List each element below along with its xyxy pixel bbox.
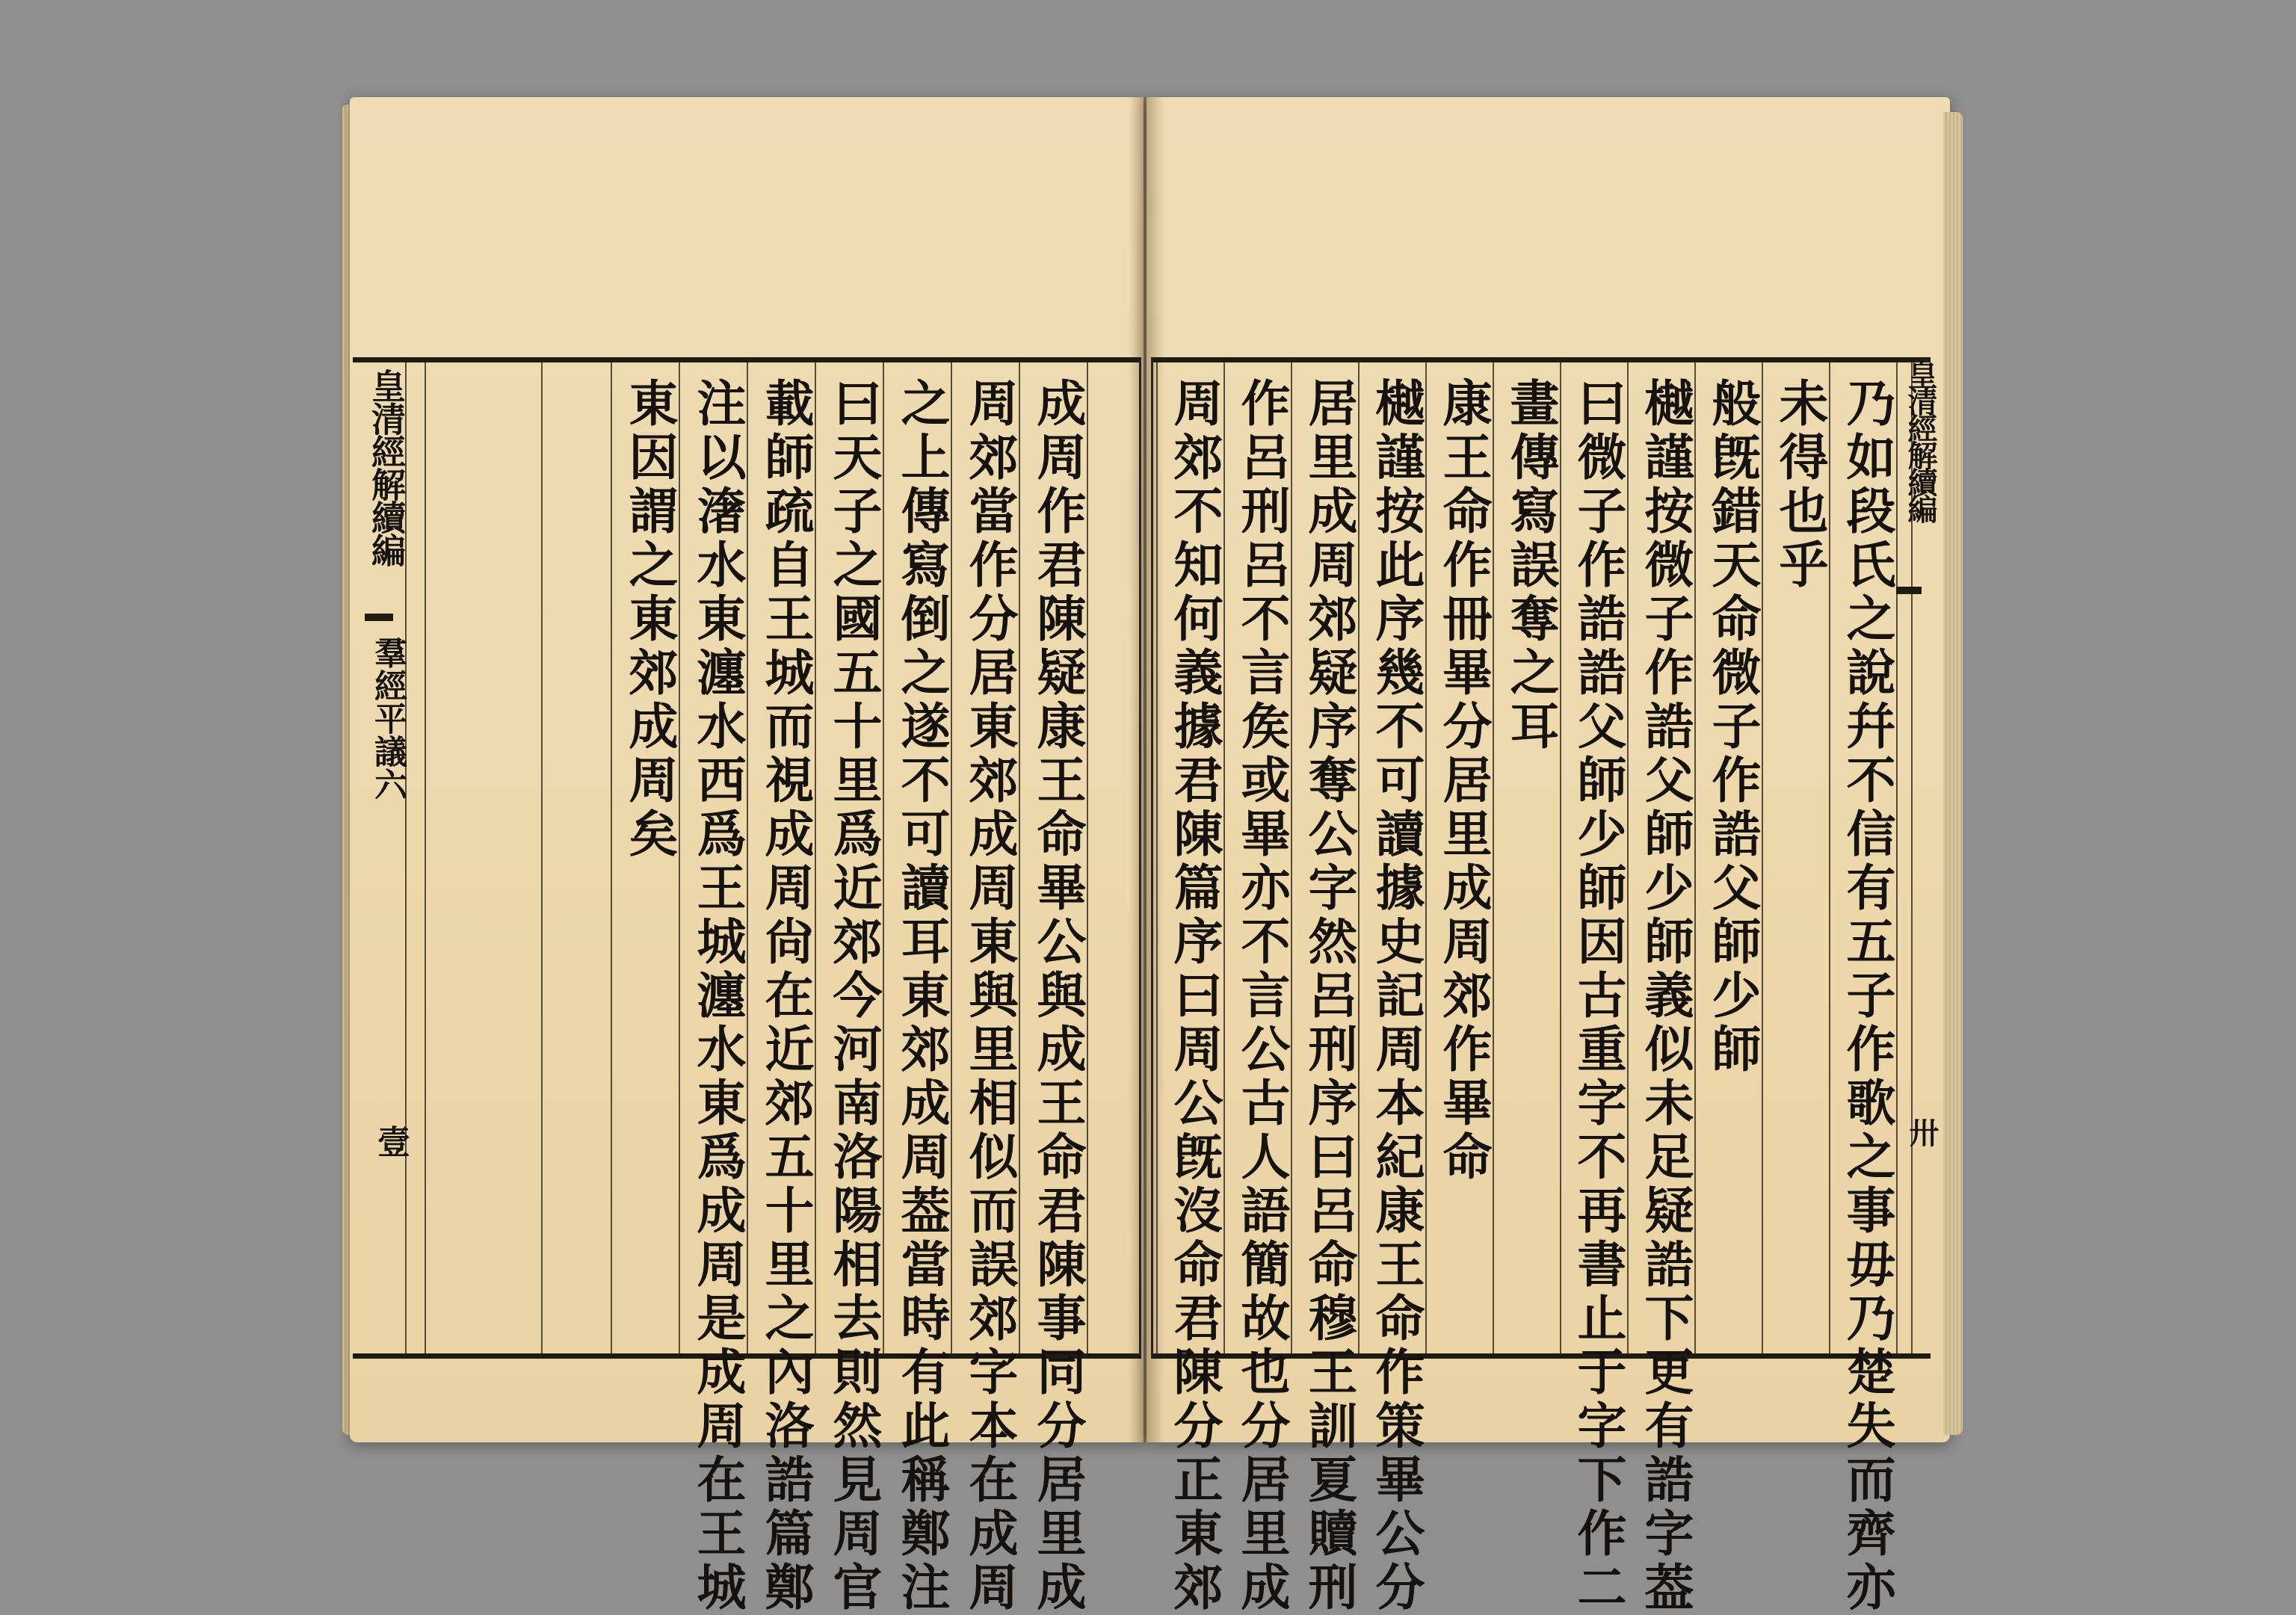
left-col-3: 之上傳寫倒之遂不可讀耳東郊成周葢當時有此稱鄭注 xyxy=(892,377,951,1615)
left-col-5: 載師疏自王城而視成周尙在近郊五十里之內洛誥篇鄭 xyxy=(756,377,815,1615)
right-col-5: 曰微子作誥誥父師少師因古重字不再書止于字下作二 xyxy=(1569,377,1627,1615)
right-page-edge xyxy=(1943,112,1963,1435)
right-text-frame xyxy=(1151,357,1939,1615)
right-margin-title: 皇清經解續編 xyxy=(1903,359,1938,521)
margin-title: 皇清經解續編 xyxy=(366,368,407,566)
left-col-7: 東因謂之東郊成周矣 xyxy=(620,377,679,862)
right-col-10: 作呂刑呂不言矦或畢亦不言公古人語簡故也分居里成 xyxy=(1232,377,1291,1615)
right-col-2: 未得也乎 xyxy=(1771,377,1829,593)
right-fish-tail-mark xyxy=(1896,587,1922,594)
right-margin-folio: 卅 xyxy=(1904,1117,1939,1147)
right-col-1: 乃如段氏之說幷不信有五子作歌之事毋乃楚失而齊亦 xyxy=(1838,377,1896,1615)
right-col-11: 周郊不知何義據君陳篇序曰周公旣沒命君陳分正東郊 xyxy=(1165,377,1223,1615)
margin-section: 羣經平議六 xyxy=(368,636,407,800)
right-col-6: 畫傳寫誤奪之耳 xyxy=(1502,377,1560,754)
left-col-6: 注以㵔水東瀍水西爲王城瀍水東爲成周是成周在王城 xyxy=(688,377,747,1615)
right-col-9: 居里成周郊疑序奪公字然呂刑序曰呂命穆王訓夏贖刑 xyxy=(1300,377,1358,1615)
left-col-1: 成周作君陳疑康王命畢公與成王命君陳事同分居里成 xyxy=(1028,377,1087,1615)
right-col-3: 般旣錯天命微子作誥父師少師 xyxy=(1703,377,1762,1077)
right-col-7: 康王命作冊畢分居里成周郊作畢命 xyxy=(1434,377,1493,1185)
right-col-8: 樾謹按此序幾不可讀據史記周本紀康王命作策畢公分 xyxy=(1367,377,1425,1615)
left-col-4: 曰天子之國五十里爲近郊今河南洛陽相去則然見周官 xyxy=(824,377,883,1615)
margin-folio: 壹 xyxy=(371,1125,410,1158)
left-text-frame xyxy=(353,357,1141,1615)
left-col-2: 周郊當作分居東郊成周東與里相似而誤郊字本在成周 xyxy=(960,377,1019,1615)
right-col-4: 樾謹按微子作誥父師少師義似未足疑誥下更有誥字葢 xyxy=(1636,377,1694,1615)
fish-tail-mark xyxy=(365,614,393,621)
